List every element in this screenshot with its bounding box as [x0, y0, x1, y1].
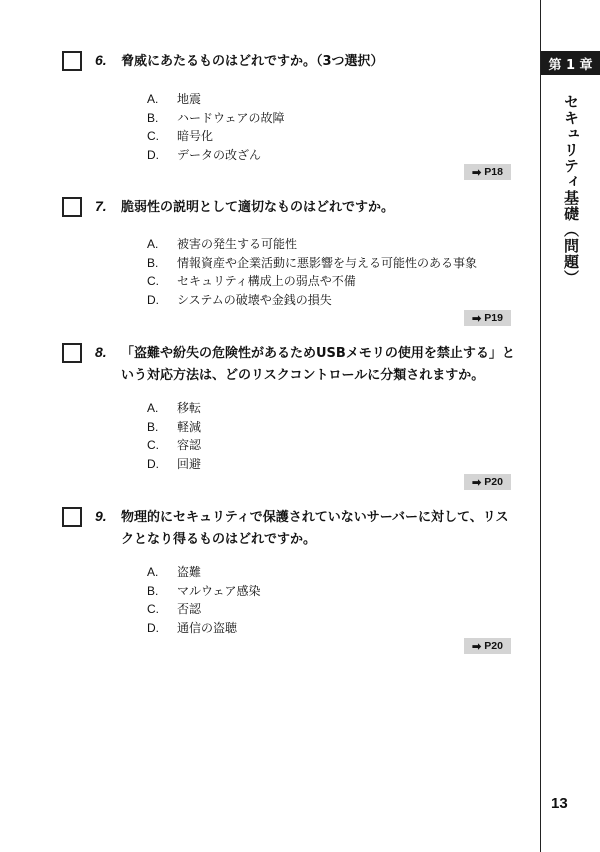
option-letter: A. [147, 565, 159, 579]
reference-tag [464, 310, 511, 326]
option-text: 盗難 [177, 565, 202, 579]
arrow-right-icon: ➡ [472, 166, 482, 179]
reference-tag [464, 474, 511, 490]
chapter-title: セキュリティ基礎（問題） [562, 94, 580, 286]
page-number: 13 [551, 795, 568, 812]
answer-checkbox[interactable] [62, 343, 82, 363]
option-letter: D. [147, 292, 159, 307]
option-letter: D. [147, 620, 159, 635]
option-letter: C. [147, 602, 159, 616]
option-text: 地震 [177, 92, 202, 106]
option-letter: C. [147, 129, 159, 143]
answer-checkbox[interactable] [62, 507, 82, 527]
question-text: 物理的にセキュリティで保護されていないサーバーに対して、リスクとなり得るものはどれですか。 [121, 510, 509, 547]
answer-checkbox[interactable] [62, 197, 82, 217]
option-text: ハードウェアの故障 [177, 110, 285, 125]
reference-tag [464, 164, 511, 180]
option-letter: A. [147, 401, 159, 415]
question-number: 8. [95, 344, 107, 360]
option-letter: C. [147, 274, 159, 288]
arrow-right-icon: ➡ [472, 476, 482, 489]
reference-page: P18 [484, 166, 503, 178]
reference-tag [464, 638, 511, 654]
reference-page: P20 [484, 640, 503, 652]
option-text: 被害の発生する可能性 [177, 237, 298, 251]
answer-checkbox[interactable] [62, 51, 82, 71]
option-text: データの改ざん [177, 147, 262, 162]
option-text: 軽減 [177, 419, 202, 434]
reference-page: P20 [484, 476, 503, 488]
option-text: マルウェア感染 [177, 583, 261, 598]
question-text: 脆弱性の説明として適切なものはどれですか。 [121, 200, 395, 215]
reference-page: P19 [484, 312, 503, 324]
option-text: 容認 [177, 438, 202, 452]
option-text: 否認 [177, 602, 202, 616]
option-letter: A. [147, 237, 159, 251]
option-text: 移転 [177, 401, 202, 415]
option-letter: D. [147, 456, 159, 471]
option-text: 暗号化 [177, 129, 214, 143]
option-text: 情報資産や企業活動に悪影響を与える可能性のある事象 [177, 255, 478, 270]
question-number: 7. [95, 198, 107, 214]
option-letter: C. [147, 438, 159, 452]
option-letter: B. [147, 583, 159, 598]
option-letter: B. [147, 255, 159, 270]
option-letter: D. [147, 147, 159, 162]
question-text: 「盗難や紛失の危険性があるためUSBメモリの使用を禁止する」という対応方法は、どのリスクコントロールに分類されますか。 [121, 346, 515, 383]
option-text: セキュリティ構成上の弱点や不備 [177, 274, 356, 288]
question-text: 脅威にあたるものはどれですか。（3つ選択） [121, 54, 384, 69]
option-letter: A. [147, 92, 159, 106]
arrow-right-icon: ➡ [472, 312, 482, 325]
option-letter: B. [147, 110, 159, 125]
option-text: システムの破壊や金銭の損失 [177, 292, 332, 307]
chapter-tab: 第 1 章 [541, 51, 600, 75]
question-number: 9. [95, 508, 107, 524]
option-letter: B. [147, 419, 159, 434]
question-number: 6. [95, 52, 107, 68]
arrow-right-icon: ➡ [472, 640, 482, 653]
option-text: 回避 [177, 456, 202, 471]
page-margin-divider [540, 0, 541, 852]
option-text: 通信の盗聴 [177, 620, 238, 635]
